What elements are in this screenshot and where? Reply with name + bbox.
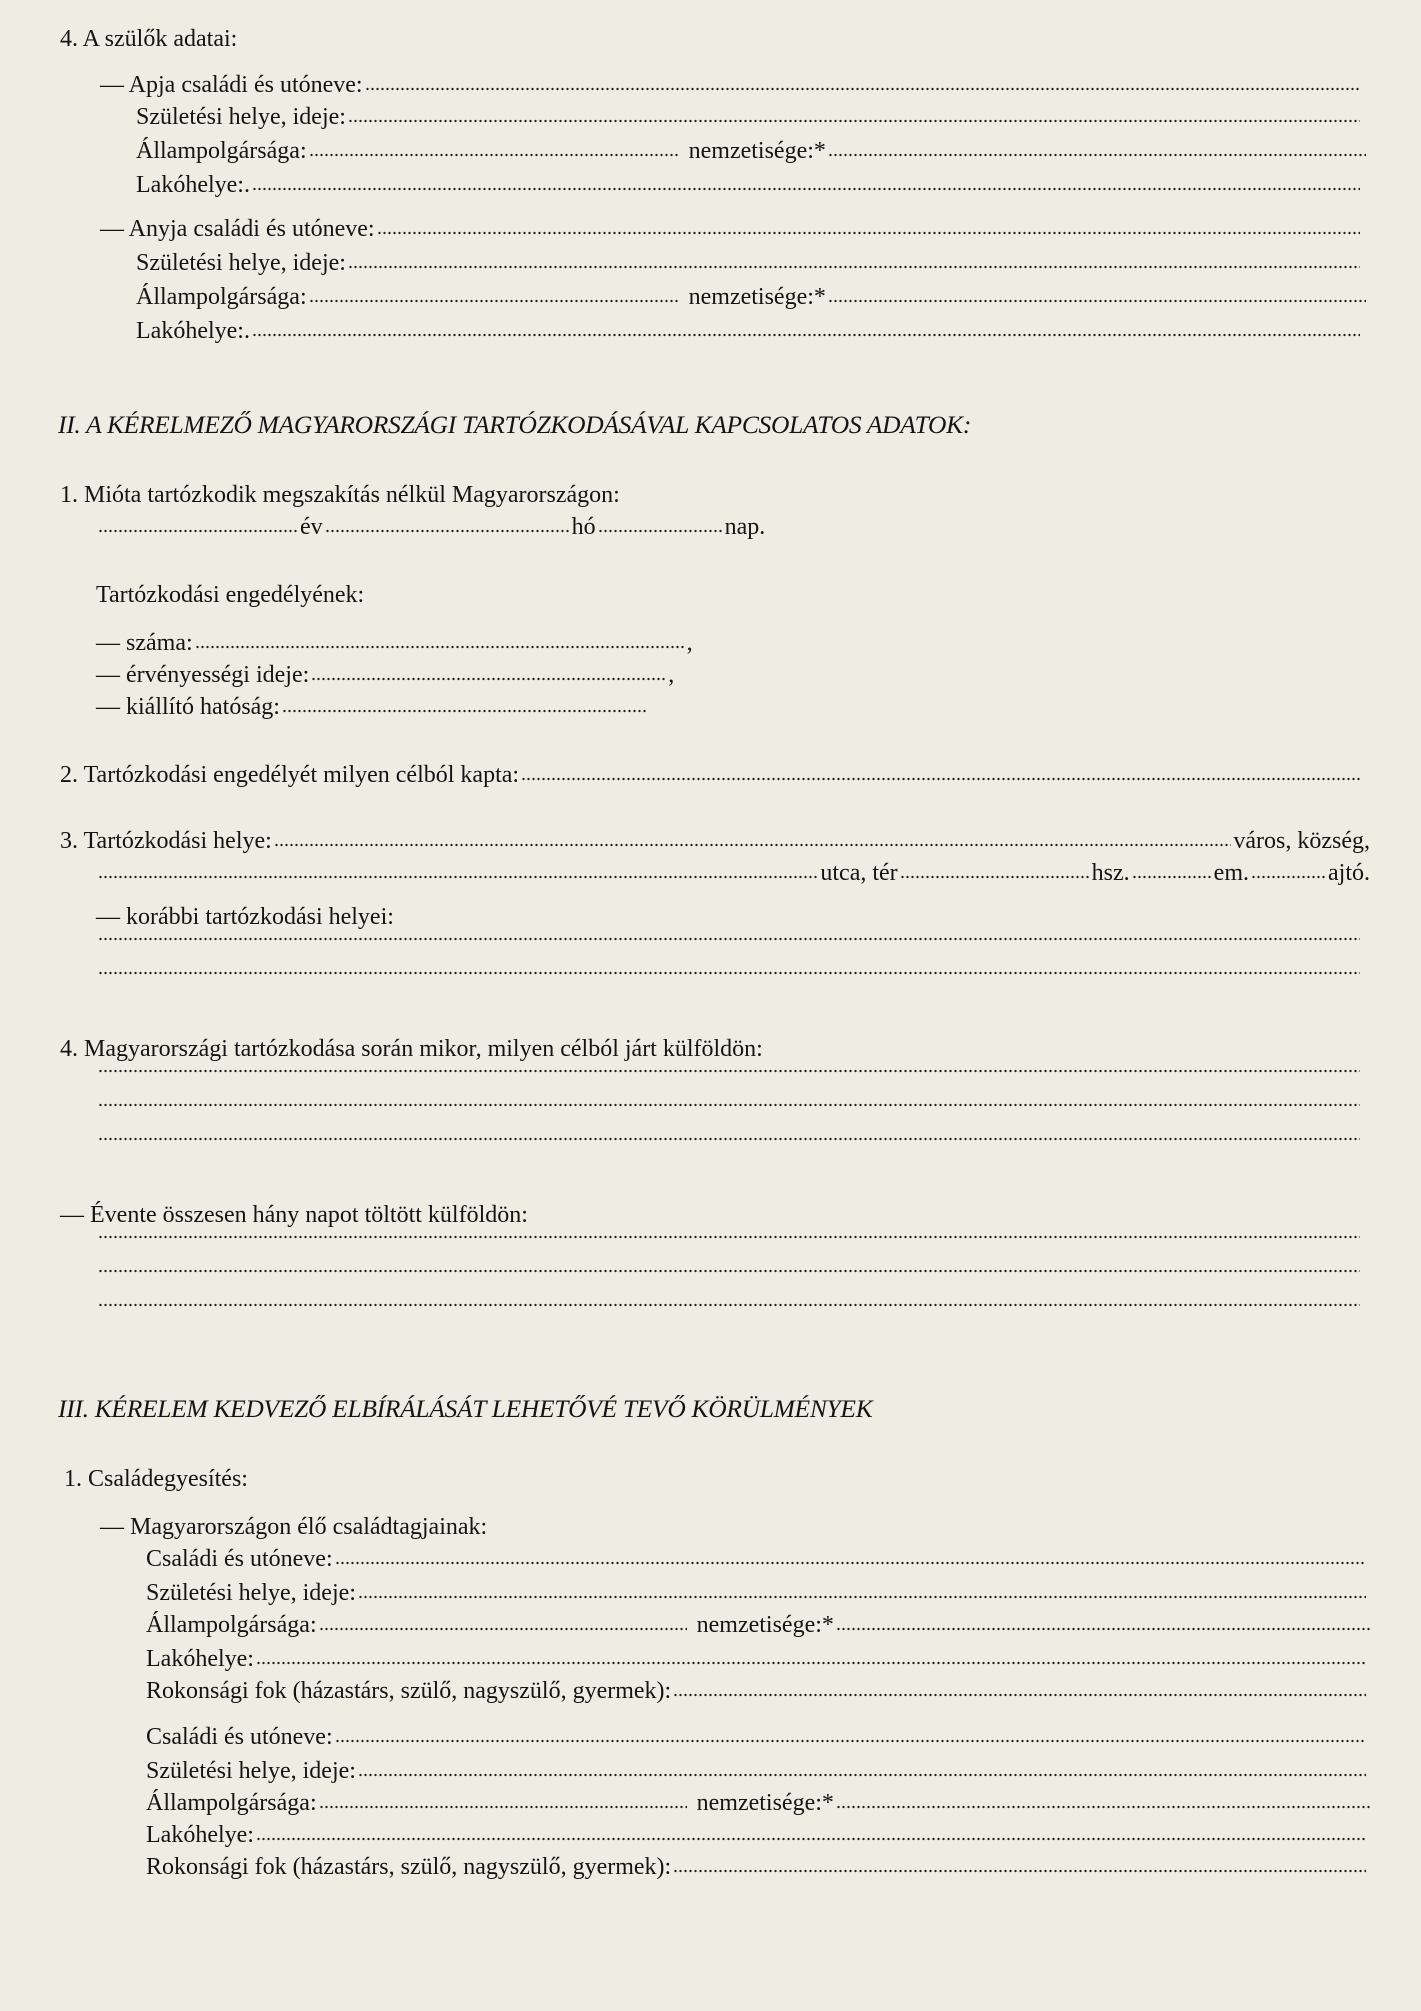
q3-address-row — [96, 856, 1370, 890]
family-reunion-row — [64, 1462, 248, 1496]
q4-row — [60, 1032, 763, 1066]
section2-heading: II. A KÉRELMEZŐ MAGYARORSZÁGI TARTÓZKODÁSÁVAL KAPCSOLATOS ADATOK: — [58, 410, 972, 439]
q4-text: 4. Magyarországi tartózkodása során mikor, milyen célból járt külföldön: — [60, 1036, 763, 1062]
q1-day-field[interactable] — [598, 528, 723, 534]
q4-field-3[interactable] — [98, 1136, 1360, 1142]
member2-name-field[interactable] — [335, 1738, 1366, 1744]
q3-street-label: utca, tér — [820, 860, 898, 886]
member2-residence-row — [146, 1818, 1368, 1852]
member1-citizenship-label: Állampolgársága: — [146, 1612, 317, 1638]
member1-residence-row — [146, 1642, 1368, 1676]
q4-field-1[interactable] — [98, 1068, 1360, 1074]
permit-validity-row — [96, 658, 674, 692]
father-birth-label: Születési helye, ideje: — [136, 104, 346, 130]
father-name-row — [100, 68, 1362, 102]
abroad-days-field-2[interactable] — [98, 1268, 1360, 1274]
q3-previous-line-2 — [96, 970, 1362, 1004]
member1-name-row — [146, 1542, 1368, 1576]
abroad-days-line-3 — [96, 1302, 1362, 1336]
mother-birth-field[interactable] — [348, 264, 1360, 270]
mother-name-label: — Anyja családi és utóneve: — [100, 216, 375, 242]
permit-authority-field[interactable] — [282, 708, 647, 714]
permit-number-comma: , — [686, 630, 693, 656]
member2-citizenship-label: Állampolgársága: — [146, 1790, 317, 1816]
q3-city-label: város, község, — [1233, 828, 1370, 854]
permit-title-row — [96, 578, 364, 612]
mother-birth-label: Születési helye, ideje: — [136, 250, 346, 276]
parents-title-text: 4. A szülők adatai: — [60, 26, 238, 52]
q3-city-field[interactable] — [274, 842, 1232, 848]
q1-date-row — [96, 510, 765, 544]
q1-month-label: hó — [571, 514, 596, 540]
member1-nationality-label: nemzetisége:* — [696, 1612, 834, 1638]
father-nationality-label: nemzetisége:* — [688, 138, 826, 164]
q1-year-field[interactable] — [98, 528, 298, 534]
father-birth-row — [136, 100, 1362, 134]
q4-line-3 — [96, 1136, 1362, 1170]
mother-citizenship-row — [136, 280, 1368, 314]
mother-nationality-field[interactable] — [828, 298, 1366, 304]
mother-citizenship-field[interactable] — [309, 298, 679, 304]
member2-residence-field[interactable] — [256, 1836, 1366, 1842]
member1-residence-label: Lakóhelye: — [146, 1646, 254, 1672]
mother-residence-row — [136, 314, 1362, 348]
q3-house-label: hsz. — [1091, 860, 1130, 886]
q3-previous-field-2[interactable] — [98, 970, 1360, 976]
member2-birth-row — [146, 1754, 1368, 1788]
q4-line-2 — [96, 1102, 1362, 1136]
father-residence-row — [136, 168, 1362, 202]
q3-floor-field[interactable] — [1132, 874, 1212, 880]
q2-field[interactable] — [521, 776, 1360, 782]
permit-validity-comma: , — [668, 662, 675, 688]
member2-citizenship-field[interactable] — [319, 1804, 687, 1810]
permit-validity-field[interactable] — [311, 676, 666, 682]
father-residence-field[interactable] — [252, 186, 1360, 192]
abroad-days-field-3[interactable] — [98, 1302, 1360, 1308]
q1-month-field[interactable] — [325, 528, 570, 534]
q3-row — [60, 824, 1370, 858]
mother-name-field[interactable] — [377, 230, 1360, 236]
mother-residence-label: Lakóhelye:. — [136, 318, 250, 344]
q3-door-field[interactable] — [1251, 874, 1326, 880]
member1-citizenship-field[interactable] — [319, 1626, 687, 1632]
section3-heading: III. KÉRELEM KEDVEZŐ ELBÍRÁLÁSÁT LEHETŐVÉ TEVŐ KÖRÜLMÉNYEK — [58, 1394, 873, 1423]
member1-birth-row — [146, 1576, 1368, 1610]
member2-birth-label: Születési helye, ideje: — [146, 1758, 356, 1784]
member1-birth-field[interactable] — [358, 1594, 1366, 1600]
q2-text: 2. Tartózkodási engedélyét milyen célból kapta: — [60, 762, 520, 788]
permit-validity-label: — érvényességi ideje: — [96, 662, 310, 688]
father-residence-label: Lakóhelye:. — [136, 172, 250, 198]
q3-street-field[interactable] — [98, 874, 818, 880]
member1-name-field[interactable] — [335, 1560, 1366, 1566]
member2-relation-field[interactable] — [673, 1868, 1366, 1874]
member2-relation-label: Rokonsági fok (házastárs, szülő, nagyszülő, gyermek): — [146, 1854, 672, 1880]
abroad-days-line-2 — [96, 1268, 1362, 1302]
family-title: — Magyarországon élő családtagjainak: — [100, 1514, 488, 1540]
q4-line-1 — [96, 1068, 1362, 1102]
member1-relation-field[interactable] — [673, 1692, 1366, 1698]
permit-number-label: — száma: — [96, 630, 193, 656]
q1-text: 1. Mióta tartózkodik megszakítás nélkül Magyarországon: — [60, 482, 620, 508]
member2-nationality-label: nemzetisége:* — [696, 1790, 834, 1816]
q3-floor-label: em. — [1213, 860, 1249, 886]
q1-row — [60, 478, 620, 512]
abroad-days-label: — Évente összesen hány napot töltött külföldön: — [60, 1202, 528, 1228]
member1-nationality-field[interactable] — [836, 1626, 1372, 1632]
q1-day-label: nap. — [724, 514, 766, 540]
father-citizenship-row — [136, 134, 1368, 168]
father-citizenship-label: Állampolgársága: — [136, 138, 307, 164]
member2-relation-row — [146, 1850, 1368, 1884]
mother-residence-field[interactable] — [252, 332, 1360, 338]
q4-field-2[interactable] — [98, 1102, 1360, 1108]
member2-name-label: Családi és utóneve: — [146, 1724, 333, 1750]
mother-citizenship-label: Állampolgársága: — [136, 284, 307, 310]
mother-nationality-label: nemzetisége:* — [688, 284, 826, 310]
permit-title: Tartózkodási engedélyének: — [96, 582, 365, 608]
mother-name-row — [100, 212, 1362, 246]
member1-birth-label: Születési helye, ideje: — [146, 1580, 356, 1606]
member1-relation-row — [146, 1674, 1368, 1708]
member2-nationality-field[interactable] — [836, 1804, 1372, 1810]
q3-previous-field-1[interactable] — [98, 936, 1360, 942]
q3-door-label: ajtó. — [1328, 860, 1370, 886]
member1-name-label: Családi és utóneve: — [146, 1546, 333, 1572]
member2-residence-label: Lakóhelye: — [146, 1822, 254, 1848]
member1-citizenship-row — [146, 1608, 1374, 1642]
q3-previous-label: — korábbi tartózkodási helyei: — [96, 904, 394, 930]
father-citizenship-field[interactable] — [309, 152, 679, 158]
family-reunion-label: 1. Családegyesítés: — [64, 1466, 248, 1492]
q3-previous-line-1 — [96, 936, 1362, 970]
parents-title — [60, 22, 237, 56]
q3-text: 3. Tartózkodási helye: — [60, 828, 272, 854]
family-title-row — [100, 1510, 487, 1544]
father-birth-field[interactable] — [348, 118, 1360, 124]
father-name-label: — Apja családi és utóneve: — [100, 72, 363, 98]
member2-name-row — [146, 1720, 1368, 1754]
q2-row — [60, 758, 1362, 792]
permit-authority-row — [96, 690, 649, 724]
member1-relation-label: Rokonsági fok (házastárs, szülő, nagyszülő, gyermek): — [146, 1678, 672, 1704]
q3-previous-row — [96, 900, 394, 934]
father-name-field[interactable] — [365, 86, 1360, 92]
permit-number-row — [96, 626, 693, 660]
father-nationality-field[interactable] — [828, 152, 1366, 158]
member2-citizenship-row — [146, 1786, 1374, 1820]
mother-birth-row — [136, 246, 1362, 280]
abroad-days-row — [60, 1198, 528, 1232]
abroad-days-field-1[interactable] — [98, 1234, 1360, 1240]
q1-year-label: év — [300, 514, 323, 540]
q3-house-field[interactable] — [900, 874, 1090, 880]
abroad-days-line-1 — [96, 1234, 1362, 1268]
member1-residence-field[interactable] — [256, 1660, 1366, 1666]
permit-authority-label: — kiállító hatóság: — [96, 694, 280, 720]
member2-birth-field[interactable] — [358, 1772, 1366, 1778]
permit-number-field[interactable] — [195, 644, 685, 650]
